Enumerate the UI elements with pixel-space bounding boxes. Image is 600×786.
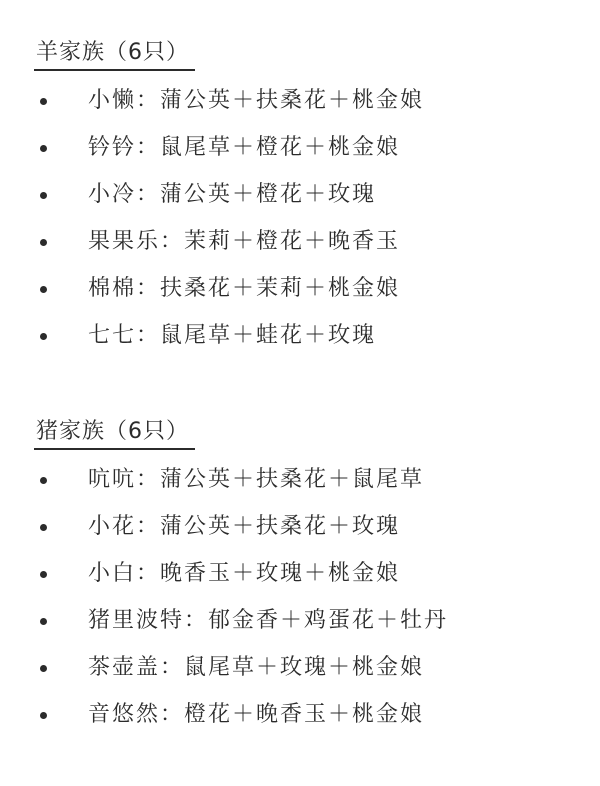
list-item [0, 691, 600, 738]
list-item-text: 小白：晚香玉＋玫瑰＋桃金娘 [88, 560, 401, 586]
list-item-text: 茶壶盖：鼠尾草＋玫瑰＋桃金娘 [88, 654, 425, 680]
list-item [0, 550, 600, 597]
list-item [0, 218, 600, 265]
section-heading: 猪家族（6只） [34, 417, 195, 450]
bullet-icon [40, 333, 47, 340]
list-item [0, 503, 600, 550]
list-item-text: 小懒：蒲公英＋扶桑花＋桃金娘 [88, 87, 425, 113]
item-list [0, 77, 600, 359]
bullet-icon [40, 477, 47, 484]
bullet-icon [40, 618, 47, 625]
bullet-icon [40, 145, 47, 152]
bullet-icon [40, 712, 47, 719]
bullet-icon [40, 286, 47, 293]
list-item-text: 棉棉：扶桑花＋茉莉＋桃金娘 [88, 275, 401, 301]
list-item [0, 312, 600, 359]
list-item [0, 171, 600, 218]
bullet-icon [40, 665, 47, 672]
bullet-icon [40, 571, 47, 578]
bullet-icon [40, 524, 47, 531]
list-item-text: 小花：蒲公英＋扶桑花＋玫瑰 [88, 513, 401, 539]
list-item-text: 七七：鼠尾草＋蛙花＋玫瑰 [88, 322, 377, 348]
list-item-text: 果果乐：茉莉＋橙花＋晚香玉 [88, 228, 401, 254]
list-item-text: 钤钤：鼠尾草＋橙花＋桃金娘 [88, 134, 401, 160]
list-item-text: 猪里波特：郁金香＋鸡蛋花＋牡丹 [88, 607, 449, 633]
list-item [0, 597, 600, 644]
section-sheep-family [0, 38, 600, 359]
bullet-icon [40, 239, 47, 246]
item-list [0, 456, 600, 738]
list-item-text: 吭吭：蒲公英＋扶桑花＋鼠尾草 [88, 466, 425, 492]
list-item [0, 124, 600, 171]
list-item [0, 265, 600, 312]
bullet-icon [40, 98, 47, 105]
list-item-text: 音悠然：橙花＋晚香玉＋桃金娘 [88, 701, 425, 727]
section-heading: 羊家族（6只） [34, 38, 195, 71]
list-item-text: 小冷：蒲公英＋橙花＋玫瑰 [88, 181, 377, 207]
list-item [0, 456, 600, 503]
list-item [0, 644, 600, 691]
bullet-icon [40, 192, 47, 199]
list-item [0, 77, 600, 124]
section-pig-family [0, 417, 600, 738]
